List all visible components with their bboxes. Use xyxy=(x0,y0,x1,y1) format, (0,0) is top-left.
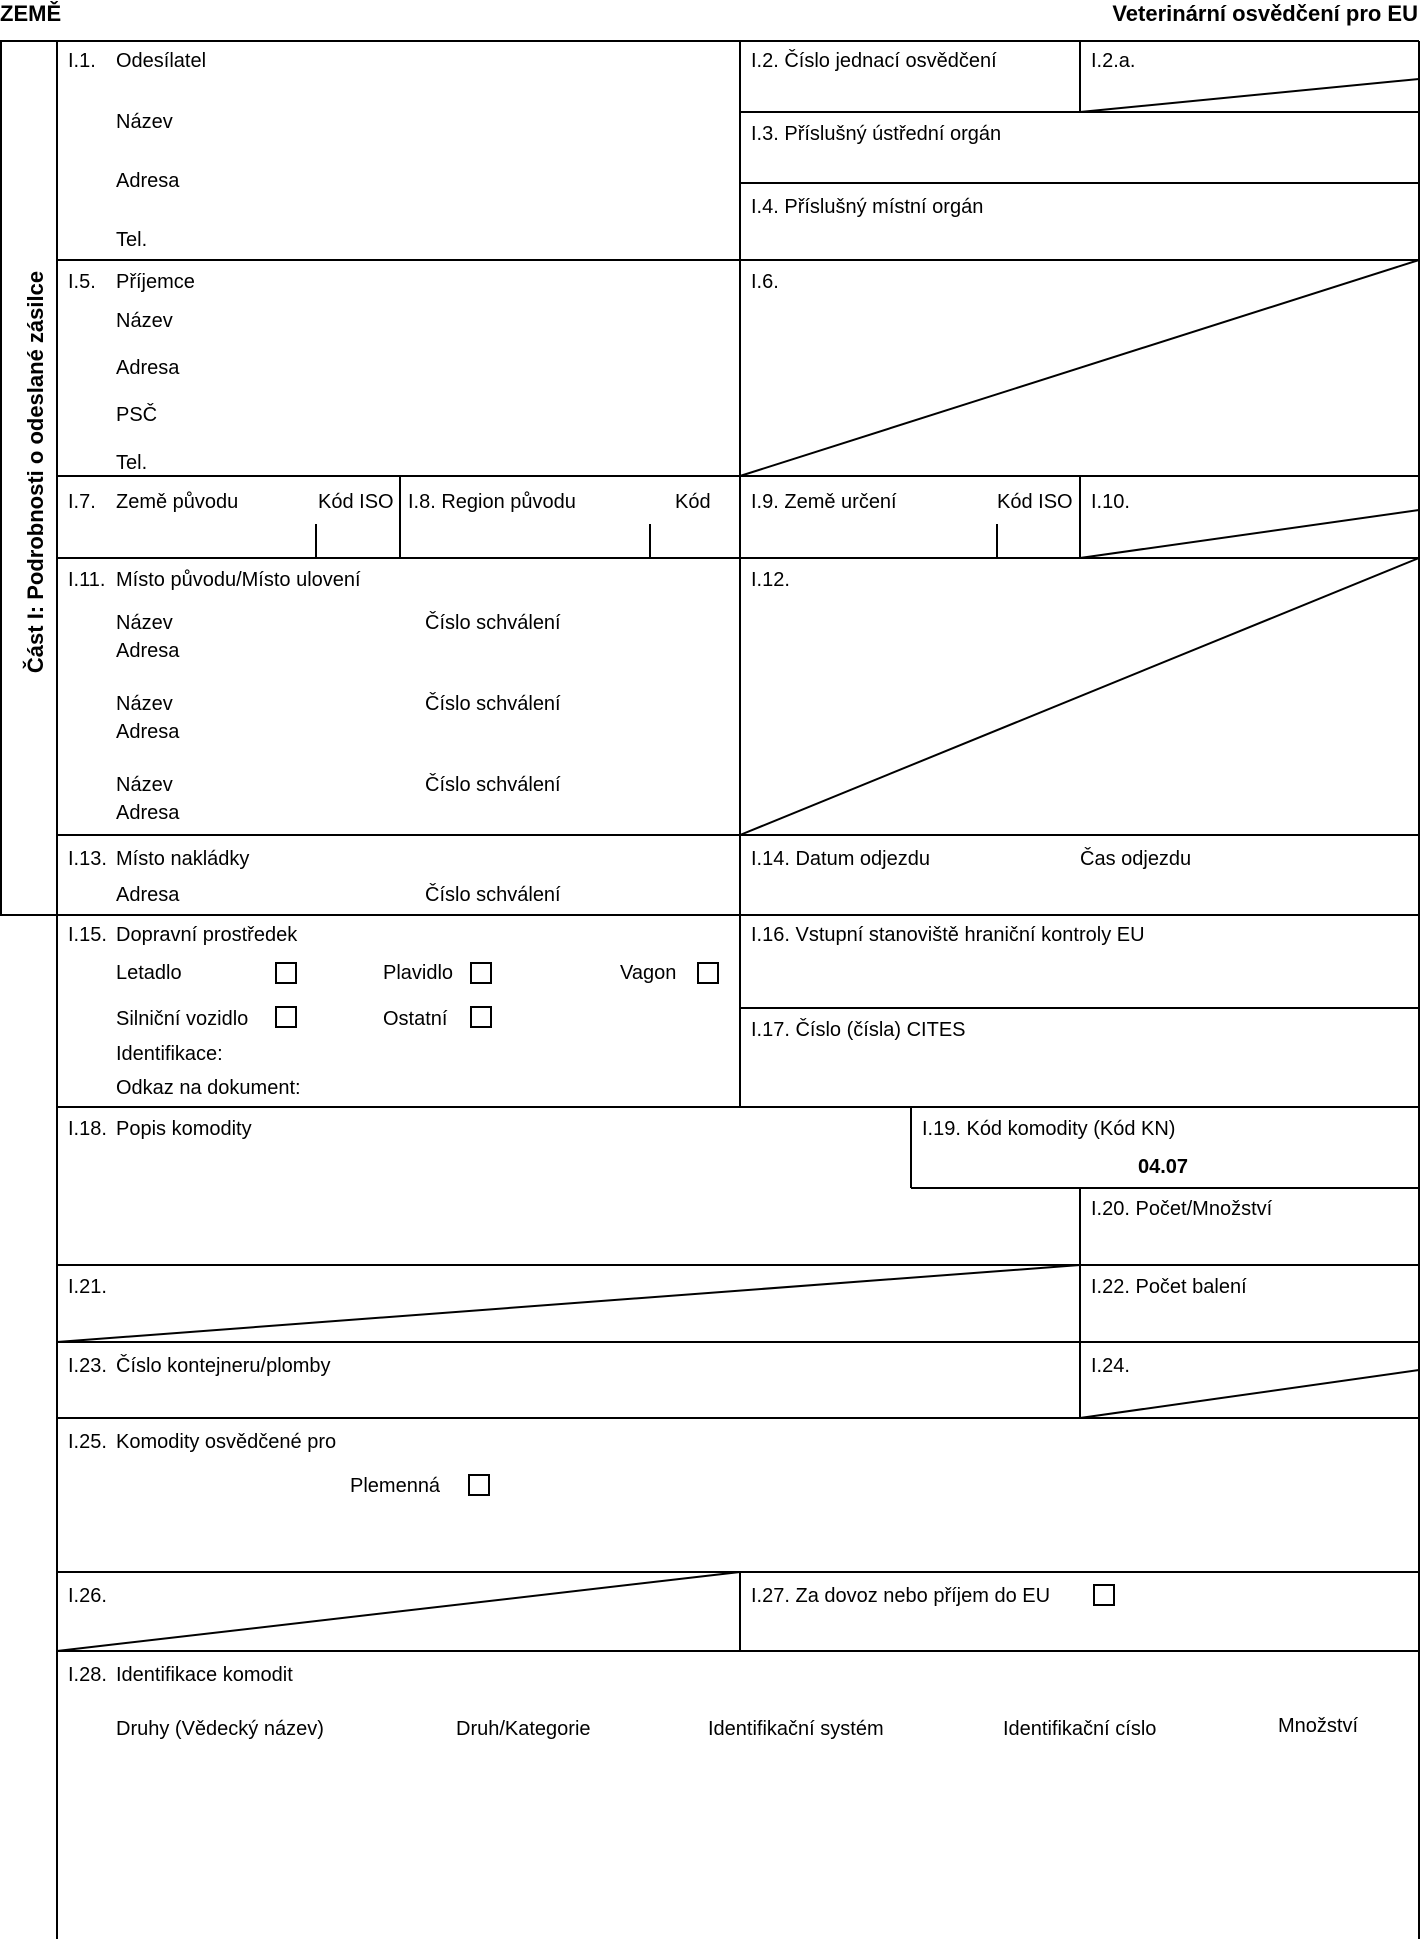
i11-number: I.11. xyxy=(68,569,106,591)
i20-label: I.20. Počet/Množství xyxy=(1091,1198,1273,1220)
i28-col-id-number: Identifikační císlo xyxy=(1003,1718,1157,1740)
i1-tel-label: Tel. xyxy=(116,229,148,251)
i5-label: Příjemce xyxy=(116,271,195,293)
i8-code-label: Kód xyxy=(675,491,711,513)
country-heading: ZEMĚ xyxy=(0,1,62,26)
i7-number: I.7. xyxy=(68,491,96,513)
i11-entry1-name: Název xyxy=(116,612,173,634)
i22-label: I.22. Počet balení xyxy=(1091,1276,1247,1298)
i15-number: I.15. xyxy=(68,924,107,946)
i1-address-label: Adresa xyxy=(116,170,180,192)
i14-time-label: Čas odjezdu xyxy=(1080,848,1192,870)
i18-number: I.18. xyxy=(68,1118,107,1140)
i11-entry3-approval: Číslo schválení xyxy=(425,774,561,796)
i15-road-vehicle-checkbox[interactable] xyxy=(275,1006,297,1028)
i15-other-label: Ostatní xyxy=(383,1008,448,1030)
i14-label: I.14. Datum odjezdu xyxy=(751,848,930,870)
i9-code-label: Kód ISO xyxy=(997,491,1073,513)
i26-label: I.26. xyxy=(68,1585,107,1607)
i11-entry1-address: Adresa xyxy=(116,640,180,662)
i13-address-label: Adresa xyxy=(116,884,180,906)
i13-approval-label: Číslo schválení xyxy=(425,884,561,906)
i27-label: I.27. Za dovoz nebo příjem do EU xyxy=(751,1585,1051,1607)
i5-tel-label: Tel. xyxy=(116,452,148,474)
i8-label: I.8. Region původu xyxy=(408,491,576,513)
certificate-title: Veterinární osvědčení pro EU xyxy=(1112,1,1418,26)
i1-label: Odesílatel xyxy=(116,50,207,72)
i13-label: Místo nakládky xyxy=(116,848,250,870)
i5-address-label: Adresa xyxy=(116,357,180,379)
i16-label: I.16. Vstupní stanoviště hraniční kontroly EU xyxy=(751,924,1145,946)
i23-label: Číslo kontejneru/plomby xyxy=(116,1355,331,1377)
i19-label: I.19. Kód komodity (Kód KN) xyxy=(922,1118,1176,1140)
i1-name-label: Název xyxy=(116,111,173,133)
i3-label: I.3. Příslušný ústřední orgán xyxy=(751,123,1002,145)
i4-label: I.4. Příslušný místní orgán xyxy=(751,196,984,218)
i10-label: I.10. xyxy=(1091,491,1130,513)
i25-breeding-label: Plemenná xyxy=(350,1475,441,1497)
i18-label: Popis komodity xyxy=(116,1118,252,1140)
i15-road-vehicle-label: Silniční vozidlo xyxy=(116,1008,249,1030)
i12-label: I.12. xyxy=(751,569,790,591)
i5-name-label: Název xyxy=(116,310,173,332)
i1-number: I.1. xyxy=(68,50,96,72)
i25-label: Komodity osvědčené pro xyxy=(116,1431,337,1453)
i7-code-label: Kód ISO xyxy=(318,491,394,513)
i15-other-checkbox[interactable] xyxy=(470,1006,492,1028)
i15-label: Dopravní prostředek xyxy=(116,924,298,946)
i15-wagon-checkbox[interactable] xyxy=(697,962,719,984)
i7-label: Země původu xyxy=(116,491,239,513)
i11-entry2-name: Název xyxy=(116,693,173,715)
i11-entry1-approval: Číslo schválení xyxy=(425,612,561,634)
side-section-label: Část I: Podrobnosti o odeslané zásilce xyxy=(23,270,48,674)
i15-identification-label: Identifikace: xyxy=(116,1043,223,1065)
i28-col-species: Druhy (Vědecký název) xyxy=(116,1718,324,1740)
i28-col-id-system: Identifikační systém xyxy=(708,1718,884,1740)
i5-postcode-label: PSČ xyxy=(116,404,158,426)
i24-label: I.24. xyxy=(1091,1355,1130,1377)
i19-commodity-code: 04.07 xyxy=(1138,1156,1189,1178)
i28-col-category: Druh/Kategorie xyxy=(456,1718,591,1740)
i17-label: I.17. Číslo (čísla) CITES xyxy=(751,1019,966,1041)
i15-wagon-label: Vagon xyxy=(620,962,677,984)
i11-label: Místo původu/Místo ulovení xyxy=(116,569,361,591)
i25-number: I.25. xyxy=(68,1431,107,1453)
i21-label: I.21. xyxy=(68,1276,107,1298)
i23-number: I.23. xyxy=(68,1355,107,1377)
i2-label: I.2. Číslo jednací osvědčení xyxy=(751,50,997,72)
i6-label: I.6. xyxy=(751,271,779,293)
i15-document-ref-label: Odkaz na dokument: xyxy=(116,1077,301,1099)
i2a-label: I.2.a. xyxy=(1091,50,1136,72)
i25-breeding-checkbox[interactable] xyxy=(468,1474,490,1496)
i28-number: I.28. xyxy=(68,1664,107,1686)
i27-import-checkbox[interactable] xyxy=(1093,1584,1115,1606)
i15-aircraft-checkbox[interactable] xyxy=(275,962,297,984)
i28-col-quantity: Množství xyxy=(1278,1715,1359,1737)
i11-entry2-address: Adresa xyxy=(116,721,180,743)
i9-label: I.9. Země určení xyxy=(751,491,897,513)
i15-vessel-checkbox[interactable] xyxy=(470,962,492,984)
i5-number: I.5. xyxy=(68,271,96,293)
i15-vessel-label: Plavidlo xyxy=(383,962,454,984)
i13-number: I.13. xyxy=(68,848,107,870)
i15-aircraft-label: Letadlo xyxy=(116,962,182,984)
i11-entry2-approval: Číslo schválení xyxy=(425,693,561,715)
i11-entry3-name: Název xyxy=(116,774,173,796)
i11-entry3-address: Adresa xyxy=(116,802,180,824)
i28-label: Identifikace komodit xyxy=(116,1664,293,1686)
